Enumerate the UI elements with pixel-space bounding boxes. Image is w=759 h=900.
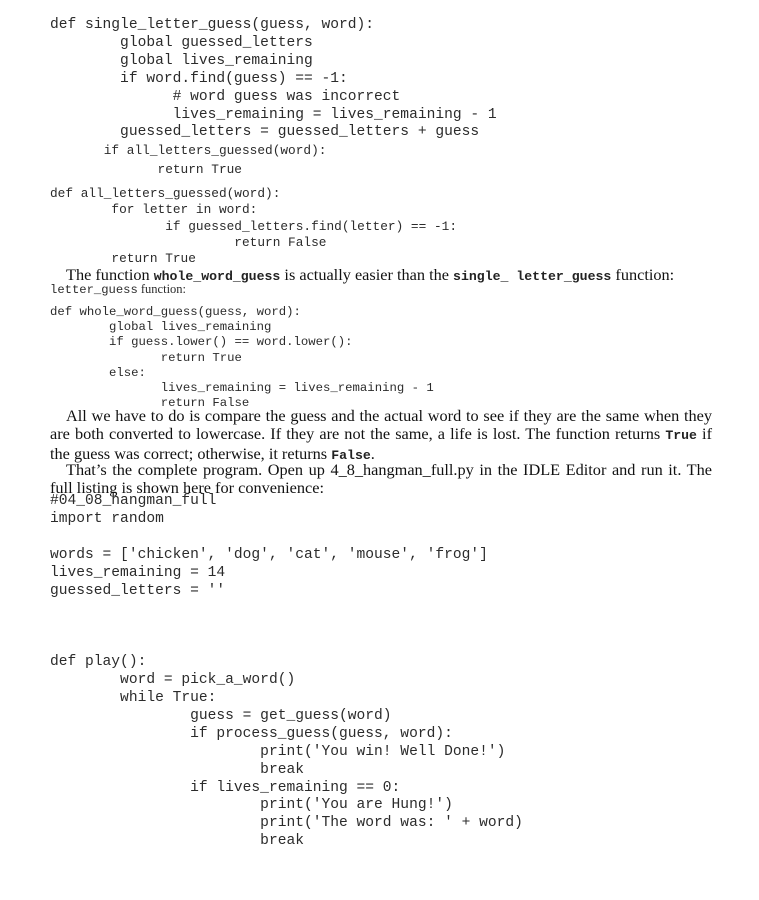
code-block-single-letter-guess: def single_letter_guess(guess, word): global guessed_letters global lives_remaining if word.find(guess) == -1: # word guess was incorrect lives_remaining = lives_remaining - 1 guessed_letters = guessed_letters + guess if all_letters_guessed(word): return True: [50, 17, 497, 178]
paragraph-compare-explanation: All we have to do is compare the guess and the actual word to see if they are the same when they are both converted to lowercase. If they are not the same, a life is lost. The function returns True if the guess was correct; otherwise, it returns False.: [50, 406, 713, 463]
code-block-all-letters-guessed: def all_letters_guessed(word): for letter in word: if guessed_letters.find(letter) == -1: return False return True: [50, 186, 458, 267]
inline-code-true: True: [665, 428, 697, 443]
inline-code-whole-word-guess: whole_word_guess: [153, 269, 281, 284]
paragraph-whole-word-intro: The function whole_word_guess is actually easier than the single_ letter_guess function:: [66, 265, 675, 284]
code-block-hangman-full: #04_08_hangman_full import random words = ['chicken', 'dog', 'cat', 'mouse', 'frog'] lives_remaining = 14 guessed_letters = '' def play(): word = pick_a_word() while True: guess = get_guess(word) if process_guess(guess, word): print('You win! Well Done!') break if lives_remaining == 0: print('You are Hung!') print('The word was: ' + word) break: [50, 493, 523, 850]
paragraph-complete-program: That’s the complete program. Open up 4_8_hangman_full.py in the IDLE Editor and run it. The full listing is shown here for convenience:: [50, 460, 712, 497]
inline-code-single-letter-guess: single_ letter_guess: [453, 269, 612, 284]
code-block-whole-word-guess: def whole_word_guess(guess, word): global lives_remaining if guess.lower() == word.lower(): return True else: lives_remaining = lives_remaining - 1 return False: [50, 305, 434, 411]
caption-duplicate-fragment: letter_guess function:: [50, 282, 187, 297]
inline-code-false: False: [331, 448, 371, 463]
